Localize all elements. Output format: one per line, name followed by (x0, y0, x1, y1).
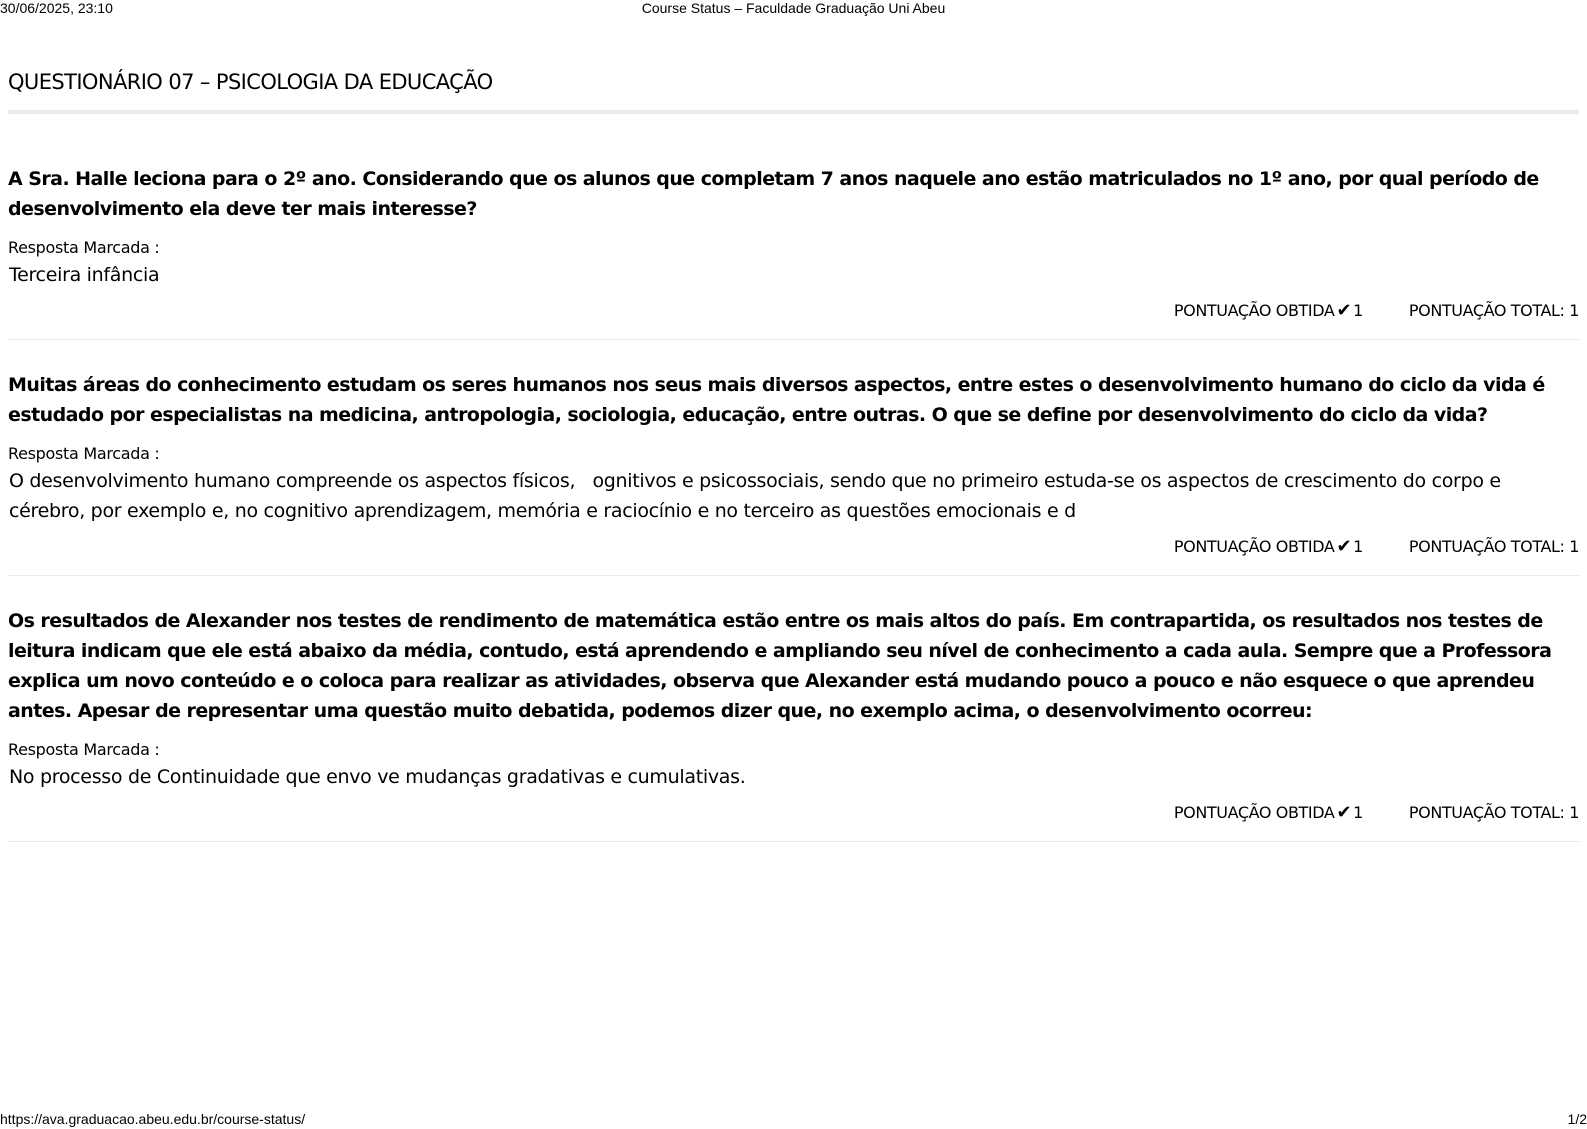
score-obtained-label: PONTUAÇÃO OBTIDA (1173, 537, 1335, 556)
print-header (0, 0, 1587, 16)
marked-answer: O desenvolvimento humano compreende os aspectos físicos, ognitivos e psicossociais, sendo que no primeiro estuda-se os aspectos de crescimento do corpo e cérebro, por exemplo e, no cognitivo aprendizagem, memória e raciocínio e no terceiro as questões emocionais e d (9, 470, 1507, 522)
score-row (8, 301, 1579, 339)
score-total: PONTUAÇÃO TOTAL: 1 (1408, 803, 1579, 822)
question-text: Os resultados de Alexander nos testes de rendimento de matemática estão entre os mais altos do país. Em contrapartida, os resultados nos testes de leitura indicam que ele está abaixo da média, contudo, está aprendendo e ampliando seu nível de conhecimento a cada aula. Sempre que a Professora explica um novo conteúdo e o coloca para realizar as atividades, observa que Alexander está mudando pouco a pouco e não esquece o que aprendeu antes. Apesar de representar uma questão muito debatida, podemos dizer que, no exemplo acima, o desenvolvimento ocorreu: (8, 610, 1552, 722)
score-obtained (1174, 301, 1363, 339)
score-total: PONTUAÇÃO TOTAL: 1 (1408, 537, 1579, 556)
print-url: https://ava.graduacao.abeu.edu.br/course-status/ (0, 1111, 306, 1127)
print-page-title: Course Status – Faculdade Graduação Uni Abeu (641, 0, 946, 16)
question-list (8, 164, 1579, 842)
check-icon: ✔ (1336, 536, 1352, 557)
score-obtained-value: 1 (1353, 803, 1363, 822)
question-item (8, 370, 1579, 576)
check-icon: ✔ (1336, 300, 1352, 321)
score-obtained (1174, 803, 1363, 841)
print-page-number: 1/2 (1567, 1111, 1587, 1127)
question-text: Muitas áreas do conhecimento estudam os seres humanos nos seus mais diversos aspectos, entre estes o desenvolvimento humano do ciclo da vida é estudado por especialistas na medicina, antropologia, sociologia, educação, entre outras. O que se define por desenvolvimento do ciclo da vida? (8, 374, 1545, 426)
score-obtained-label: PONTUAÇÃO OBTIDA (1173, 803, 1335, 822)
score-obtained-value: 1 (1353, 537, 1363, 556)
score-obtained (1174, 537, 1363, 575)
title-divider (8, 110, 1579, 114)
question-item (8, 164, 1579, 340)
answer-label: Resposta Marcada : (8, 238, 160, 257)
answer-label: Resposta Marcada : (8, 740, 160, 759)
score-obtained-label: PONTUAÇÃO OBTIDA (1173, 301, 1335, 320)
score-row (8, 537, 1579, 575)
check-icon: ✔ (1336, 802, 1352, 823)
question-item (8, 606, 1579, 842)
print-datetime: 30/06/2025, 23:10 (0, 0, 113, 16)
score-obtained-value: 1 (1353, 301, 1363, 320)
page-title: QUESTIONÁRIO 07 – PSICOLOGIA DA EDUCAÇÃO (8, 70, 493, 94)
question-text: A Sra. Halle leciona para o 2º ano. Considerando que os alunos que completam 7 anos naquele ano estão matriculados no 1º ano, por qual período de desenvolvimento ela deve ter mais interesse? (8, 168, 1539, 220)
marked-answer: No processo de Continuidade que envo ve mudanças gradativas e cumulativas. (9, 766, 746, 788)
score-row (8, 803, 1579, 841)
print-footer (0, 1111, 1587, 1127)
score-total: PONTUAÇÃO TOTAL: 1 (1408, 301, 1579, 320)
quiz-content (8, 40, 1579, 872)
answer-label: Resposta Marcada : (8, 444, 160, 463)
marked-answer: Terceira infância (9, 264, 160, 286)
